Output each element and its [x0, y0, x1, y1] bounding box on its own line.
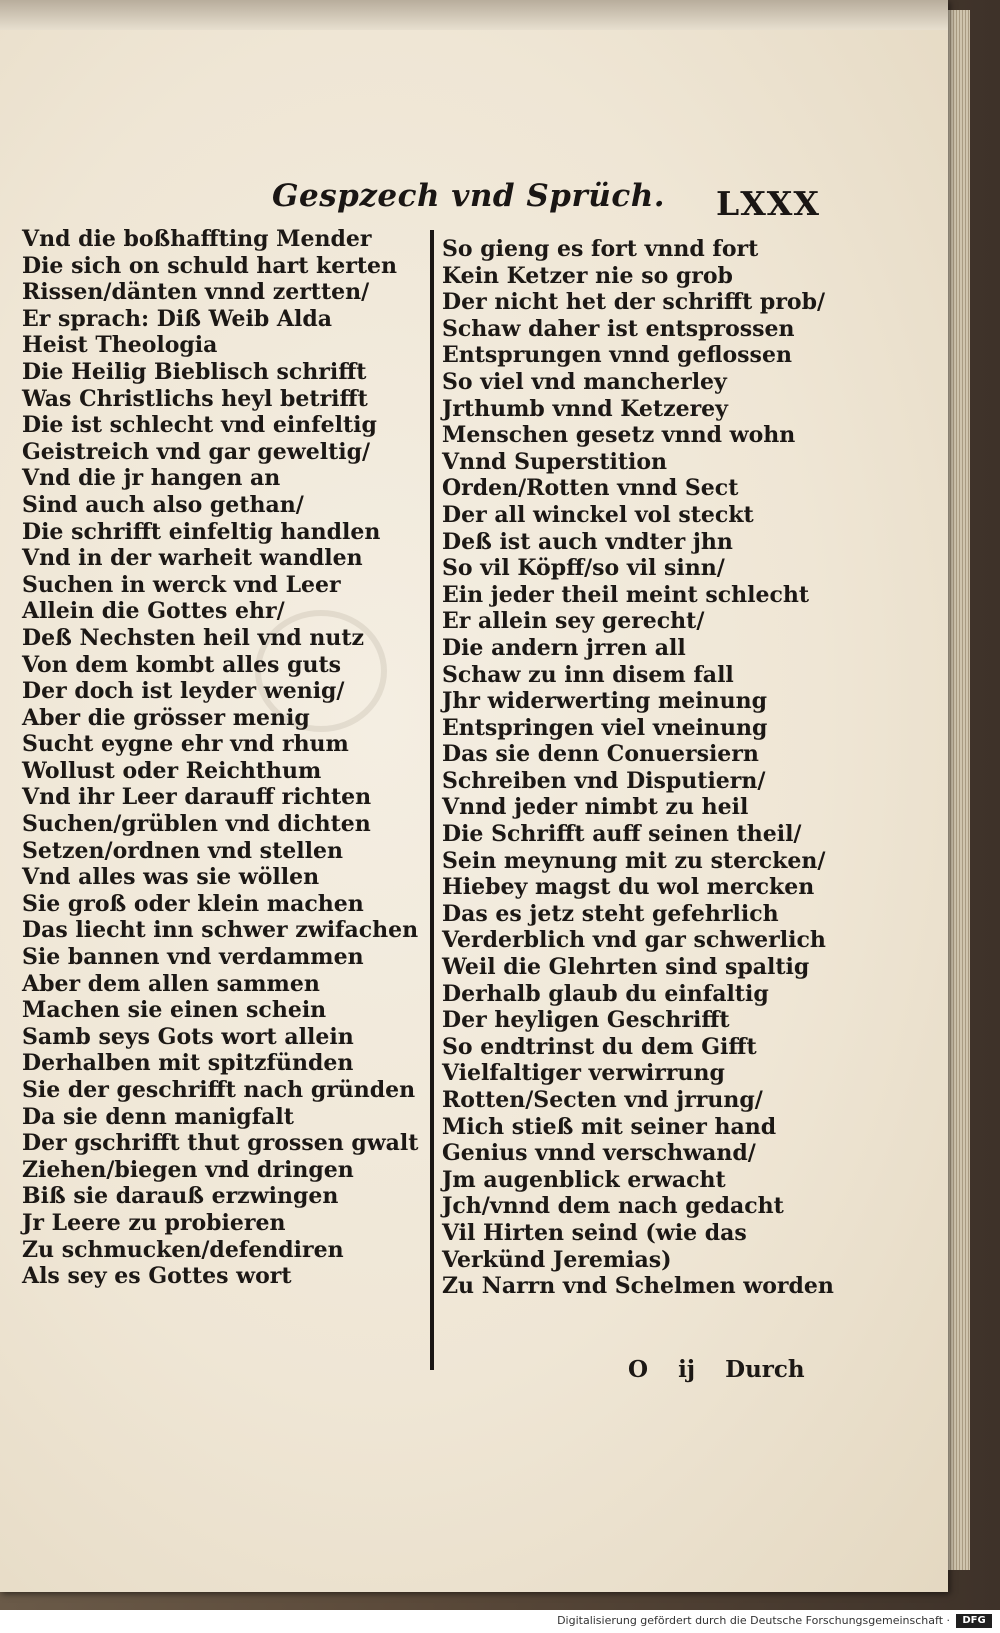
verse-line: Aber dem allen sammen [22, 970, 320, 997]
verse-line: Die schrifft einfeltig handlen [22, 518, 381, 545]
right-verse-column [442, 236, 834, 1300]
verse-line: Vnd die jr hangen an [22, 465, 281, 492]
verse-line: Vnd alles was sie wöllen [22, 864, 320, 891]
verse-line: Rotten/Secten vnd jrrung/ [442, 1087, 763, 1113]
verse-line: Der all winckel vol steckt [442, 501, 754, 528]
verse-line: Verkünd Jeremias) [442, 1246, 672, 1273]
catchline [628, 1356, 827, 1383]
verse-line: Als sey es Gottes wort [22, 1263, 292, 1290]
column-divider-rule [430, 230, 434, 1370]
verse-line: Suchen/grüblen vnd dichten [22, 811, 371, 838]
verse-line: Allein die Gottes ehr/ [22, 598, 285, 625]
verse-line: Schaw zu inn disem fall [442, 661, 734, 688]
page-top-shadow [0, 0, 948, 30]
verse-line: Zu schmucken/defendiren [22, 1236, 344, 1263]
verse-line: Derhalben mit spitzfünden [22, 1050, 354, 1077]
verse-line: Die ist schlecht vnd einfeltig [22, 412, 377, 439]
verse-line: Die Schrifft auff seinen theil/ [442, 821, 802, 848]
verse-line: Schreiben vnd Disputiern/ [442, 767, 766, 794]
verse-line: Jhr widerwerting meinung [442, 688, 768, 715]
verse-line: Vnnd Superstition [442, 448, 668, 475]
verse-line: Jm augenblick erwacht [442, 1166, 726, 1193]
signature-letter: O [628, 1356, 649, 1383]
verse-line: Vnd in der warheit wandlen [22, 545, 363, 572]
verse-line: Der gschrifft thut grossen gwalt [22, 1130, 419, 1157]
verse-line: Das sie denn Conuersiern [442, 741, 759, 768]
verse-line: Mich stieß mit seiner hand [442, 1113, 777, 1140]
verse-line: So endtrinst du dem Gifft [442, 1033, 757, 1060]
verse-line: Jr Leere zu probieren [22, 1209, 286, 1236]
verse-line: Jrthumb vnnd Ketzerey [442, 395, 728, 422]
verse-line: Da sie denn manigfalt [22, 1103, 294, 1130]
verse-line: Sind auch also gethan/ [22, 491, 304, 518]
verse-line: Aber die grösser menig [22, 704, 310, 731]
verse-line: Setzen/ordnen vnd stellen [22, 837, 343, 864]
verse-line: So viel vnd mancherley [442, 368, 727, 395]
verse-line: Kein Ketzer nie so grob [442, 262, 733, 289]
folio-number: LXXX [716, 184, 821, 223]
verse-line: Verderblich vnd gar schwerlich [442, 927, 826, 954]
verse-line: Rissen/dänten vnnd zertten/ [22, 279, 370, 306]
dfg-logo: DFG [956, 1614, 992, 1628]
digitization-credit: Digitalisierung gefördert durch die Deutsche Forschungsgemeinschaft · [557, 1614, 950, 1627]
verse-line: Suchen in werck vnd Leer [22, 571, 341, 598]
verse-line: Machen sie einen schein [22, 997, 327, 1024]
verse-line: Vnd ihr Leer darauff richten [22, 784, 372, 811]
verse-line: Vil Hirten seind (wie das [442, 1219, 747, 1246]
signature-number: ij [678, 1356, 696, 1383]
verse-line: Er allein sey gerecht/ [442, 608, 705, 635]
catchword: Durch [725, 1356, 805, 1383]
verse-line: Vnd die boßhaffting Mender [22, 226, 372, 252]
verse-line: Der doch ist leyder wenig/ [22, 678, 345, 705]
verse-line: Wollust oder Reichthum [22, 757, 322, 784]
verse-line: Schaw daher ist entsprossen [442, 315, 795, 342]
verse-line: Sie bannen vnd verdammen [22, 944, 364, 971]
verse-line: Biß sie darauß erzwingen [22, 1183, 339, 1210]
left-verse-column [22, 226, 418, 1290]
verse-line: Die sich on schuld hart kerten [22, 252, 398, 279]
verse-line: Ziehen/biegen vnd dringen [22, 1156, 354, 1183]
verse-line: Hiebey magst du wol mercken [442, 874, 815, 901]
verse-line: Sie groß oder klein machen [22, 890, 364, 917]
verse-line: Sie der geschrifft nach gründen [22, 1077, 416, 1103]
verse-line: Die andern jrren all [442, 634, 686, 661]
verse-line: Deß Nechsten heil vnd nutz [22, 624, 364, 651]
verse-line: So vil Köpff/so vil sinn/ [442, 555, 725, 582]
verse-line: Genius vnnd verschwand/ [442, 1140, 756, 1167]
running-title: Gespzech vnd Sprüch. [272, 178, 666, 214]
verse-line: Deß ist auch vndter jhn [442, 528, 733, 555]
verse-line: Die Heilig Bieblisch schrifft [22, 358, 367, 385]
verse-line: Zu Narrn vnd Schelmen worden [442, 1273, 834, 1300]
verse-line: Weil die Glehrten sind spaltig [442, 954, 810, 981]
verse-line: Von dem kombt alles guts [22, 651, 342, 678]
verse-line: Jch/vnnd dem nach gedacht [442, 1193, 784, 1220]
verse-line: Entspringen viel vneinung [442, 714, 768, 741]
verse-line: Samb seys Gots wort allein [22, 1023, 354, 1050]
verse-line: Das liecht inn schwer zwifachen [22, 917, 419, 944]
verse-line: Er sprach: Diß Weib Alda [22, 305, 332, 332]
verse-line: Der nicht het der schrifft prob/ [442, 289, 826, 316]
verse-line: Orden/Rotten vnnd Sect [442, 475, 739, 502]
verse-line: Sucht eygne ehr vnd rhum [22, 731, 349, 758]
verse-line: Derhalb glaub du einfaltig [442, 980, 769, 1007]
verse-line: Sein meynung mit zu stercken/ [442, 847, 826, 874]
verse-line: Menschen gesetz vnnd wohn [442, 422, 796, 449]
verse-line: Der heyligen Geschrifft [442, 1007, 730, 1034]
verse-line: Das es jetz steht gefehrlich [442, 900, 779, 927]
verse-line: Was Christlichs heyl betrifft [22, 385, 368, 412]
verse-line: Ein jeder theil meint schlecht [442, 581, 810, 608]
verse-line: Vnnd jeder nimbt zu heil [442, 794, 749, 821]
verse-line: Heist Theologia [22, 332, 218, 359]
verse-line: Geistreich vnd gar geweltig/ [22, 438, 371, 465]
verse-line: Vielfaltiger verwirrung [442, 1060, 725, 1087]
verse-line: Entsprungen vnnd geflossen [442, 342, 792, 369]
verse-line: So gieng es fort vnnd fort [442, 236, 759, 262]
